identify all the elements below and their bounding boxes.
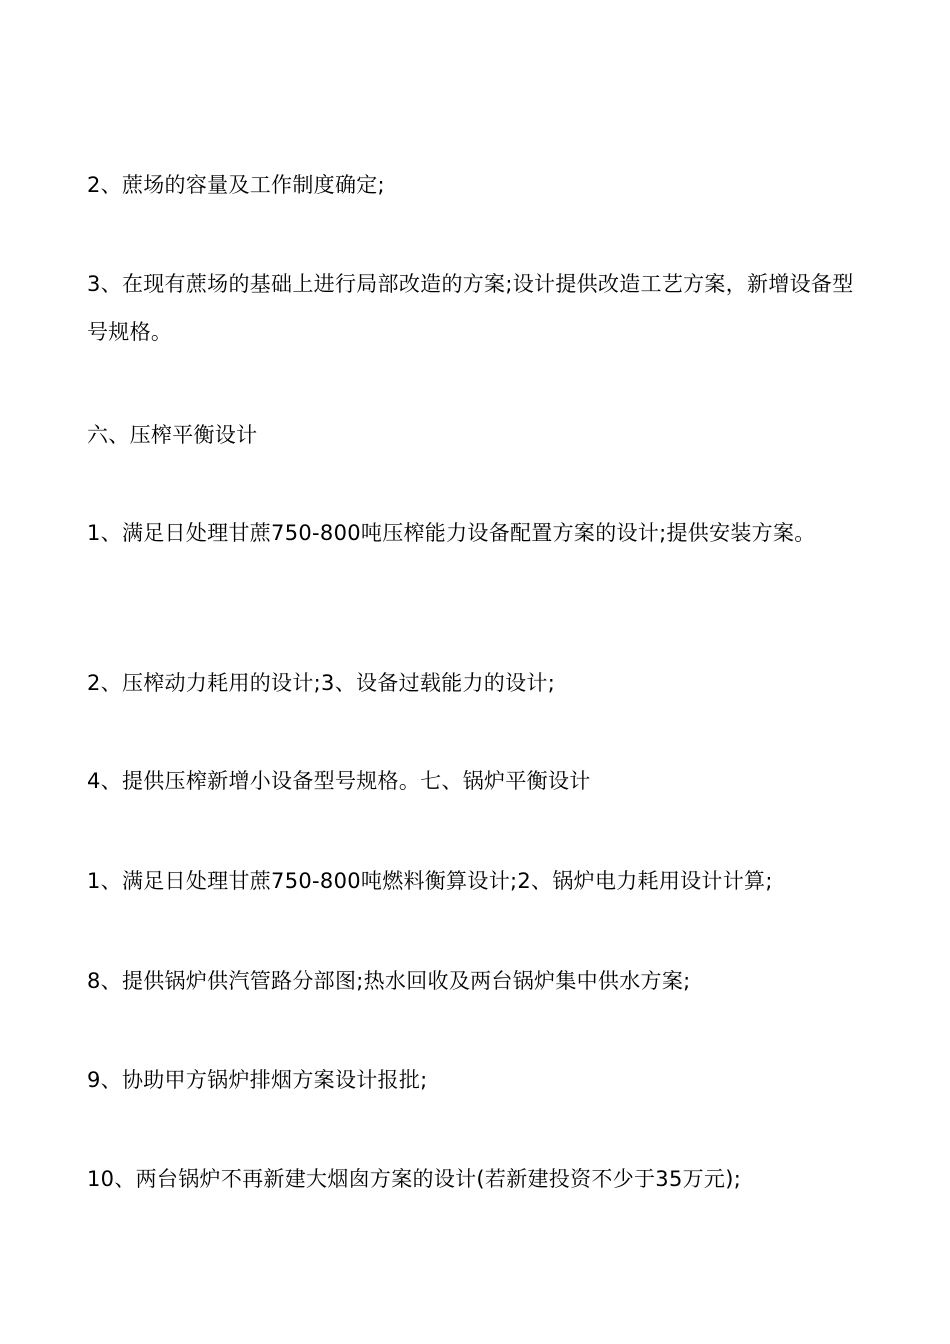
paragraph-boiler-exhaust: 9、协助甲方锅炉排烟方案设计报批; — [87, 1068, 428, 1092]
paragraph-yard-renovation: 3、在现有蔗场的基础上进行局部改造的方案;设计提供改造工艺方案，新增设备型号规格。 — [87, 272, 854, 344]
paragraph-press-capacity: 1、满足日处理甘蔗750-800吨压榨能力设备配置方案的设计;提供安装方案。 — [87, 521, 816, 545]
paragraph-boiler-chimney: 10、两台锅炉不再新建大烟囱方案的设计(若新建投资不少于35万元); — [87, 1167, 742, 1191]
paragraph-boiler-steam-piping: 8、提供锅炉供汽管路分部图;热水回收及两台锅炉集中供水方案; — [87, 969, 691, 993]
section-heading-press-balance: 六、压榨平衡设计 — [87, 423, 258, 447]
paragraph-bagasse-yard-capacity: 2、蔗场的容量及工作制度确定; — [87, 173, 385, 197]
paragraph-press-power: 2、压榨动力耗用的设计;3、设备过载能力的设计; — [87, 671, 556, 695]
paragraph-press-equipment: 4、提供压榨新增小设备型号规格。七、锅炉平衡设计 — [87, 769, 591, 793]
paragraph-boiler-fuel: 1、满足日处理甘蔗750-800吨燃料衡算设计;2、锅炉电力耗用设计计算; — [87, 869, 773, 893]
